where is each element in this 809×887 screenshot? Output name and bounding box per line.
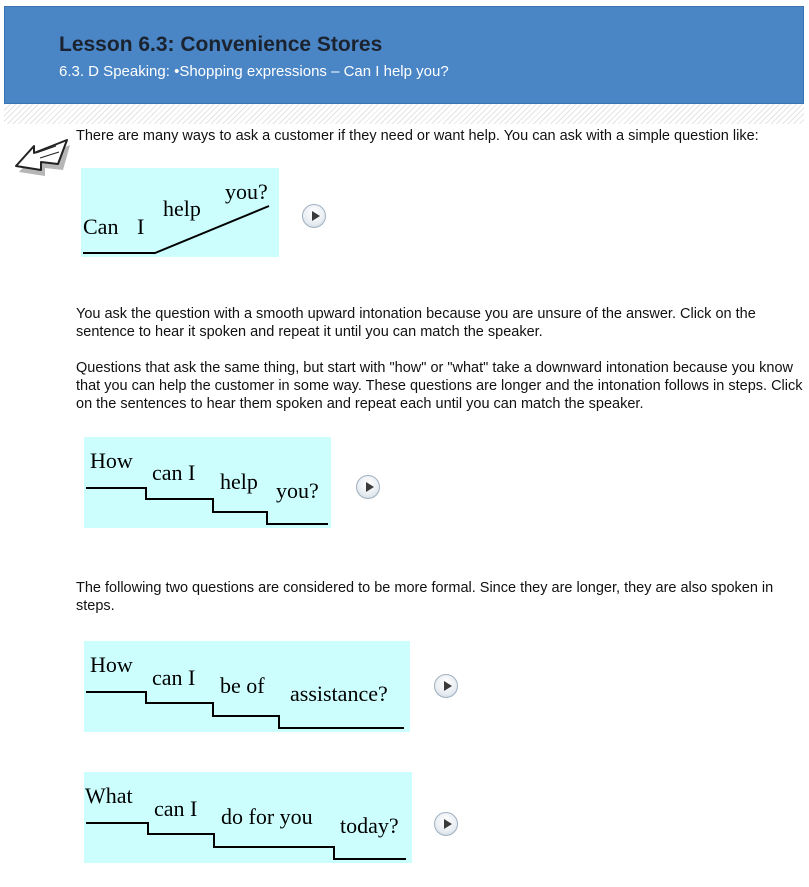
upward-intonation-text: You ask the question with a smooth upward intonation because you are unsure of the answer. Click on the sentence to hear it spoken and repeat it until you can match the speaker. (76, 306, 756, 340)
pointer-hand-icon (12, 138, 72, 182)
sentence-word: help (163, 196, 201, 221)
play-button[interactable] (434, 674, 458, 698)
sentence-word: you? (276, 478, 319, 503)
play-button[interactable] (356, 475, 380, 499)
sentence-word: be of (220, 673, 265, 698)
sentence-word: What (85, 783, 133, 808)
sentence-word: can I (154, 796, 198, 821)
play-button[interactable] (302, 204, 326, 228)
lesson-subtitle: 6.3. D Speaking: •Shopping expressions – Can I help you? (59, 63, 449, 80)
sentence-word: do for you (221, 804, 313, 829)
lesson-header (4, 6, 804, 104)
sentence-panel-how-can-i-help-you[interactable] (84, 437, 331, 528)
play-icon (312, 211, 320, 221)
sentence-word: help (220, 469, 258, 494)
sentence-panel-what-can-i-do-for-you-today[interactable] (84, 772, 412, 863)
sentence-word: How (90, 652, 133, 677)
sentence-panel-how-can-i-be-of-assistance[interactable] (84, 641, 410, 732)
sentence-word: today? (340, 813, 399, 838)
sentence-word: can I (152, 665, 196, 690)
header-divider (4, 104, 804, 124)
sentence-word: assistance? (290, 681, 388, 706)
sentence-word: can I (152, 460, 196, 485)
sentence-word: How (90, 448, 133, 473)
formal-questions-text: The following two questions are considered to be more formal. Since they are longer, they are also spoken in steps. (76, 580, 774, 614)
play-icon (366, 482, 374, 492)
play-button[interactable] (434, 812, 458, 836)
sentence-word: I (137, 214, 145, 239)
play-icon (444, 681, 452, 691)
sentence-word: you? (225, 179, 268, 204)
sentence-word: Can (83, 214, 119, 239)
sentence-panel-can-i-help-you[interactable] (81, 168, 279, 257)
lesson-title: Lesson 6.3: Convenience Stores (59, 33, 383, 56)
downward-intonation-text: Questions that ask the same thing, but start with "how" or "what" take a downward intonation because you know that you can help the customer in some way. These questions are longer and the intonation follows in steps. Click on the sentences to hear them spoken and repeat each until you can match the speaker. (76, 360, 803, 412)
play-icon (444, 819, 452, 829)
intro-text: There are many ways to ask a customer if they need or want help. You can ask with a simple question like: (76, 128, 759, 144)
